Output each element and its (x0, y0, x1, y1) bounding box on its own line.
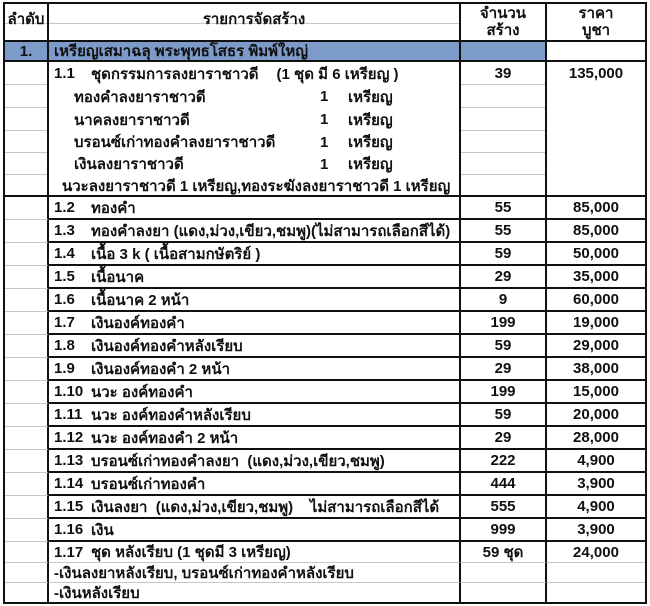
item-row (5, 197, 645, 220)
order-cell (5, 289, 49, 312)
item-quantity: 999 (461, 519, 547, 542)
item-number: 1.8 (54, 337, 75, 354)
set-1-17-detail-row (5, 583, 645, 603)
item-number: 1.14 (54, 475, 84, 492)
item-row (5, 427, 645, 450)
item-name: นวะ องค์ทองคำ (91, 383, 193, 401)
item-quantity: 199 (461, 381, 547, 404)
item-name: เนื้อนาค (91, 268, 145, 286)
item-name: ทองคำ (91, 199, 136, 217)
item-price: 28,000 (547, 427, 645, 450)
item-quantity: 59 ชุด (461, 542, 547, 563)
quantity-header-line2: สร้าง (486, 22, 520, 39)
component-line: บรอนซ์เก่าทองคำลงยาราชาวดี 1 เหรียญ (74, 133, 393, 151)
item-price: 3,900 (547, 473, 645, 496)
order-cell (5, 197, 49, 220)
order-cell (5, 404, 49, 427)
item-name: เงินองค์ทองคำ 2 หน้า (91, 360, 230, 378)
section-row (5, 42, 645, 62)
item-quantity: 444 (461, 473, 547, 496)
order-cell (5, 542, 49, 563)
item-price: 50,000 (547, 243, 645, 266)
item-row (5, 450, 645, 473)
item-quantity: 59 (461, 404, 547, 427)
item-row (5, 496, 645, 519)
price-column-header (547, 4, 645, 42)
item-number: 1.1 (54, 65, 75, 82)
item-price: 60,000 (547, 289, 645, 312)
item-price: 29,000 (547, 335, 645, 358)
section-title: เหรียญเสมาฉลุ พระพุทธโสธร พิมพ์ใหญ่ (49, 42, 461, 62)
order-cell (5, 220, 49, 243)
item-number: 1.3 (54, 222, 75, 239)
item-price: 38,000 (547, 358, 645, 381)
order-cell (5, 427, 49, 450)
quantity-header-line1: จำนวน (479, 5, 527, 22)
item-name: ชุด หลังเรียบ (1 ชุดมี 3 เหรียญ) (91, 544, 291, 561)
item-price: 85,000 (547, 197, 645, 220)
item-name: นวะ องค์ทองคำ 2 หน้า (91, 429, 239, 447)
item-name: เงินองค์ทองคำ (91, 314, 185, 332)
item-quantity: 222 (461, 450, 547, 473)
order-cell (5, 473, 49, 496)
item-name: ทองคำลงยา (แดง,ม่วง,เขียว,ชมพู)(ไม่สามารถเลือกสีได้) (91, 222, 451, 240)
section-number: 1. (5, 42, 49, 62)
item-row (5, 542, 645, 563)
item-name: เนื้อ 3 k ( เนื้อสามกษัตริย์ ) (91, 245, 261, 263)
item-row (5, 358, 645, 381)
item-number: 1.9 (54, 360, 75, 377)
item-price: 3,900 (547, 519, 645, 542)
order-cell (5, 563, 49, 583)
item-number: 1.2 (54, 199, 75, 216)
item-quantity: 55 (461, 197, 547, 220)
component-line: นาคลงยาราชาวดี 1 เหรียญ (74, 111, 393, 129)
item-quantity: 59 (461, 243, 547, 266)
item-row (5, 473, 645, 496)
item-price: 15,000 (547, 381, 645, 404)
item-name: เงินลงยา (แดง,ม่วง,เขียว,ชมพู) ไม่สามารถเลือกสีได้ (91, 498, 440, 516)
detail-line: -เงินลงยาหลังเรียบ, บรอนซ์เก่าทองคำหลังเรียบ (54, 564, 354, 582)
item-price: 4,900 (547, 450, 645, 473)
item-row (5, 404, 645, 427)
order-cell (5, 358, 49, 381)
set-1-1-items (49, 62, 461, 197)
item-number: 1.13 (54, 452, 84, 469)
order-cell (5, 583, 49, 603)
item-row (5, 266, 645, 289)
order-cell (5, 62, 49, 197)
set-1-1-block (5, 62, 645, 197)
item-row (5, 335, 645, 358)
item-name: บรอนซ์เก่าทองคำลงยา (แดง,ม่วง,เขียว,ชมพู) (91, 452, 385, 470)
item-name: เงินองค์ทองคำหลังเรียบ (91, 337, 243, 355)
item-row (5, 312, 645, 335)
order-column-header: ลำดับ (5, 4, 49, 42)
item-number: 1.17 (54, 543, 84, 561)
order-cell (5, 450, 49, 473)
item-quantity: 29 (461, 358, 547, 381)
item-row (5, 519, 645, 542)
item-name: ชุดกรรมการลงยาราชาวดี (91, 65, 259, 83)
item-number: 1.4 (54, 245, 75, 262)
order-cell (5, 496, 49, 519)
order-cell (5, 519, 49, 542)
set-1-1-quantity-cell (461, 62, 547, 197)
item-name: บรอนซ์เก่าทองคำ (91, 475, 206, 493)
item-price: 24,000 (547, 542, 645, 563)
item-number: 1.16 (54, 521, 84, 538)
price-header-line1: ราคา (578, 5, 614, 22)
price-header-line2: บูชา (581, 22, 611, 39)
set-1-17-detail-row (5, 563, 645, 583)
item-price: 20,000 (547, 404, 645, 427)
item-quantity: 555 (461, 496, 547, 519)
component-line: ทองคำลงยาราชาวดี 1 เหรียญ (74, 88, 393, 106)
items-column-header: รายการจัดสร้าง (49, 4, 461, 42)
item-price: 85,000 (547, 220, 645, 243)
item-quantity: 199 (461, 312, 547, 335)
item-price: 35,000 (547, 266, 645, 289)
item-price: 135,000 (547, 62, 645, 197)
quantity-column-header (461, 4, 547, 42)
item-quantity: 29 (461, 266, 547, 289)
item-quantity: 29 (461, 427, 547, 450)
order-cell (5, 243, 49, 266)
item-row (5, 289, 645, 312)
item-number: 1.12 (54, 429, 84, 446)
order-cell (5, 381, 49, 404)
table-header-row (5, 4, 645, 42)
item-name: เงิน (91, 521, 114, 539)
item-quantity: 59 (461, 335, 547, 358)
item-name: เนื้อนาค 2 หน้า (91, 291, 190, 309)
item-name: นวะ องค์ทองคำหลังเรียบ (91, 406, 251, 424)
item-price: 19,000 (547, 312, 645, 335)
item-number: 1.11 (54, 406, 83, 423)
item-price: 4,900 (547, 496, 645, 519)
component-line: เงินลงยาราชาวดี 1 เหรียญ (74, 155, 393, 173)
item-quantity: 9 (461, 289, 547, 312)
item-row (5, 381, 645, 404)
section-price-cell (547, 42, 645, 62)
order-cell (5, 312, 49, 335)
components-note-line: นวะลงยาราชาวดี 1 เหรียญ,ทองระฆังลงยาราชาวดี 1 เหรียญ (62, 178, 451, 195)
item-quantity: 55 (461, 220, 547, 243)
item-row (5, 243, 645, 266)
item-row (5, 220, 645, 243)
item-number: 1.6 (54, 291, 75, 308)
item-quantity: 39 (461, 62, 545, 85)
item-note: (1 ชุด มี 6 เหรียญ ) (276, 65, 399, 83)
item-number: 1.5 (54, 268, 75, 285)
order-cell (5, 266, 49, 289)
item-number: 1.7 (54, 314, 75, 331)
detail-line: -เงินหลังเรียบ (54, 585, 140, 602)
amulet-price-table (3, 2, 647, 604)
item-number: 1.10 (54, 383, 84, 400)
item-number: 1.15 (54, 498, 84, 515)
section-quantity-cell (461, 42, 547, 62)
order-cell (5, 335, 49, 358)
